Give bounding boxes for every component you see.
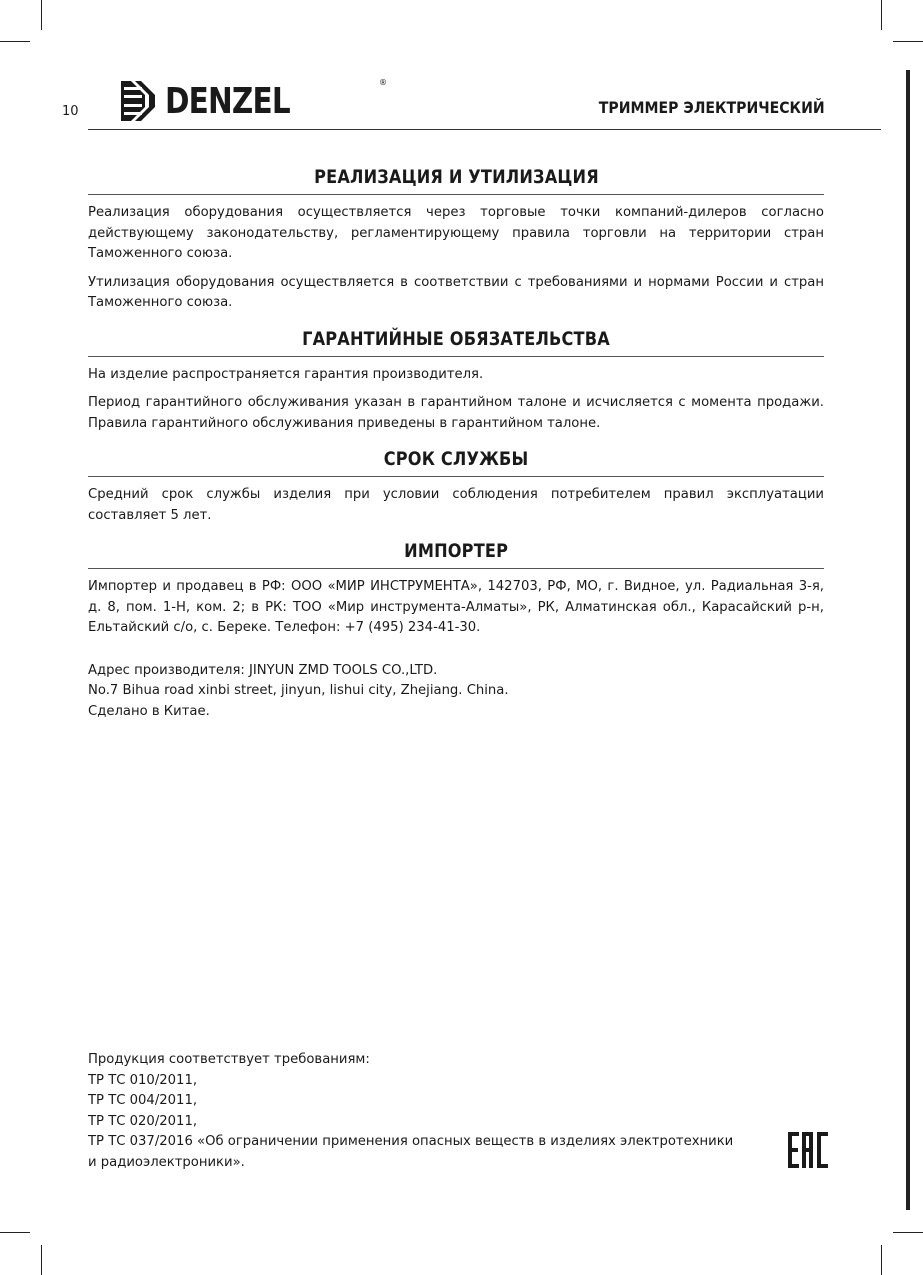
section-importer (88, 540, 824, 722)
page-number: 10 (62, 104, 79, 119)
section-realization (88, 166, 824, 314)
address-line: Сделано в Китае. (88, 703, 210, 719)
logo-wordmark: DENZEL (165, 80, 290, 122)
paragraph: Реализация оборудования осуществляется через торговые точки компаний-дилеров согласно действующему законодательству, регламентирующему правила торговли на территории стран Таможенного союза. (88, 205, 824, 261)
paragraph: Утилизация оборудования осуществляется в соответствии с требованиями и нормами России и стран Таможенного союза. (88, 274, 824, 310)
section-heading: ГАРАНТИЙНЫЕ ОБЯЗАТЕЛЬСТВА (88, 328, 824, 357)
address-line: No.7 Bihua road xinbi street, jinyun, lishui city, Zhejiang. China. (88, 683, 509, 698)
section-service-life (88, 448, 824, 526)
page-edge-bar (906, 70, 910, 1210)
main-content (88, 166, 824, 736)
manufacturer-address (88, 661, 824, 723)
compliance-line: ТР ТС 010/2011, (88, 1072, 198, 1088)
compliance-line: ТР ТС 020/2011, (88, 1113, 198, 1129)
crop-mark (41, 1245, 42, 1275)
eac-mark-icon (788, 1132, 828, 1168)
paragraph: Средний срок службы изделия при условии соблюдения потребителем правил эксплуатации составляет 5 лет. (88, 487, 824, 523)
compliance-line: ТР ТС 004/2011, (88, 1093, 198, 1108)
section-heading: РЕАЛИЗАЦИЯ И УТИЛИЗАЦИЯ (88, 166, 824, 195)
section-heading: ИМПОРТЕР (88, 540, 824, 569)
paragraph: На изделие распространяется гарантия производителя. (88, 366, 484, 382)
crop-mark (893, 1232, 923, 1233)
header-rule (88, 129, 881, 130)
crop-mark (881, 1245, 882, 1275)
compliance-block (88, 1050, 768, 1173)
address-line: Адрес производителя: JINYUN ZMD TOOLS CO.,LTD. (88, 662, 438, 678)
paragraph: Период гарантийного обслуживания указан в гарантийном талоне и исчисляется с момента продажи. Правила гарантийного обслуживания приведены в гарантийном талоне. (88, 395, 824, 431)
crop-mark (41, 0, 42, 30)
crop-mark (0, 41, 30, 42)
compliance-line: ТР ТС 037/2016 «Об ограничении применения опасных веществ в изделиях электротехники (88, 1134, 734, 1149)
paragraph: Импортер и продавец в РФ: ООО «МИР ИНСТРУМЕНТА», 142703, РФ, МО, г. Видное, ул. Радиальная 3-я, д. 8, пом. 1-Н, ком. 2; в РК: ТОО «Мир инструмента-Алматы», РК, Алматинская обл., Карасайский р-н, Ельтайский с/о, с. Береке. Телефон: +7 (495) 234-41-30. (88, 579, 824, 635)
section-heading: СРОК СЛУЖБЫ (88, 448, 824, 477)
crop-mark (893, 41, 923, 42)
compliance-line: Продукция соответствует требованиям: (88, 1052, 370, 1067)
brand-logo (121, 78, 387, 122)
logo-chevron-icon (121, 81, 165, 121)
compliance-line: и радиоэлектроники». (88, 1154, 245, 1170)
section-warranty (88, 328, 824, 435)
document-title: ТРИММЕР ЭЛЕКТРИЧЕСКИЙ (599, 98, 825, 117)
crop-mark (881, 0, 882, 30)
crop-mark (0, 1232, 30, 1233)
registered-mark: ® (379, 78, 387, 87)
